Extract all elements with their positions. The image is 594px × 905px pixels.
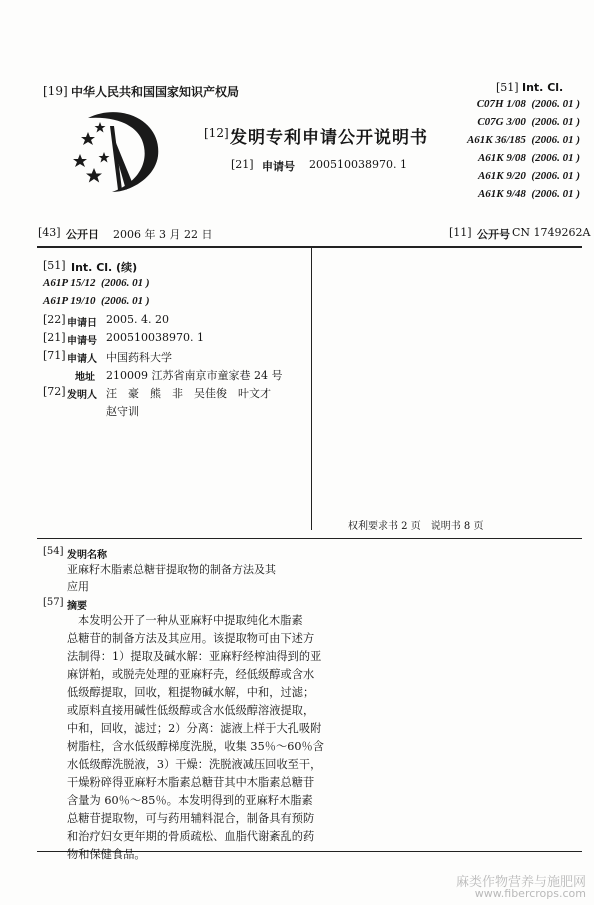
office-name: 中华人民共和国国家知识产权局 [71,85,240,99]
int-cl-item: A61K 9/20 (2006. 01 ) [477,170,580,182]
int-cl-item: A61K 9/08 (2006. 01 ) [477,152,580,164]
abstract-line: 水低级醇洗脱液，3）干燥：洗脱液减压回收至干， [67,758,322,771]
abstract-line: 麻饼粕，或脱壳处理的亚麻籽壳，经低级醇或含水 [67,668,315,681]
office-code: [19] [43,84,68,98]
top-divider [37,246,582,248]
applicant-value: 中国药科大学 [106,351,172,364]
sipo-emblem-icon [70,108,165,200]
abstract-line: 总糖苷提取物，可与药用辅料混合，制备具有预防 [67,812,315,825]
app-no-code: [21] [231,158,254,171]
doc-type-code: [12] [204,126,229,140]
column-divider [311,248,312,530]
pub-date-code: [43] [38,226,61,239]
int-cl-item: A61K 36/185 (2006. 01 ) [466,134,580,146]
inventor-label: 发明人 [67,390,97,401]
doc-type-title: 发明专利申请公开说明书 [230,128,428,148]
appno-label: 申请号 [67,336,97,347]
inventor-code: [72] [43,385,66,398]
int-cl-label: Int. Cl. [522,81,564,94]
filing-date-label: 申请日 [67,318,97,329]
title-line-2: 应用 [67,580,89,593]
abstract-line: 或原料直接用碱性低级醇或含水低级醇溶液提取， [67,704,315,717]
inventors-line-1: 汪 豪 熊 非 吴佳俊 叶文才 [106,387,271,400]
abstract-line: 本发明公开了一种从亚麻籽中提取纯化木脂素 [78,614,303,627]
int-cl-code: [51] [496,81,519,94]
watermark-url: www.fibercrops.com [474,887,586,900]
applicant-code: [71] [43,349,66,362]
title-line-1: 亚麻籽木脂素总糖苷提取物的制备方法及其 [67,563,276,576]
address-label: 地址 [75,372,95,383]
abstract-label: 摘要 [67,601,87,612]
app-no-label: 申请号 [262,160,295,173]
abstract-code: [57] [43,597,64,608]
filing-date-value: 2005. 4. 20 [106,313,169,326]
abstract-line: 物和保健食品。 [67,848,146,861]
int-cl-item: C07H 1/08 (2006. 01 ) [476,98,580,110]
int-cl-item: C07G 3/00 (2006. 01 ) [477,116,580,128]
int-cl-cont-item: A61P 15/12 (2006. 01 ) [43,277,150,289]
app-no-value: 200510038970. 1 [309,158,407,171]
watermark-title: 麻类作物营养与施肥网 [455,875,586,890]
int-cl-cont-code: [51] [43,259,66,272]
abstract-line: 总糖苷的制备方法及其应用。该提取物可由下述方 [67,632,315,645]
pub-no-value: CN 1749262A [512,226,591,239]
filing-date-code: [22] [43,313,66,326]
pub-no-label: 公开号 [477,228,510,241]
pub-date-value: 2006 年 3 月 22 日 [113,228,213,241]
inventors-line-2: 赵守训 [106,405,139,418]
pages-note: 权利要求书 2 页 说明书 8 页 [348,521,484,532]
address-value: 210009 江苏省南京市童家巷 24 号 [106,369,283,382]
pub-date-label: 公开日 [66,228,99,241]
pub-no-code: [11] [449,226,472,239]
abstract-line: 低级醇提取，回收，粗提物碱水解，中和，过滤； [67,686,315,699]
abstract-line: 树脂柱，含水低级醇梯度洗脱，收集 35％～60％含 [67,740,325,753]
title-code: [54] [43,546,64,557]
applicant-label: 申请人 [67,354,97,365]
abstract-line: 中和，回收，滤过；2）分离：滤液上样于大孔吸附 [67,722,322,735]
abstract-line: 干燥粉碎得亚麻籽木脂素总糖苷其中木脂素总糖苷 [67,776,315,789]
int-cl-cont-label: Int. Cl. (续) [71,261,138,274]
appno-value: 200510038970. 1 [106,331,204,344]
appno-code: [21] [43,331,66,344]
abstract-line: 含量为 60％～85％。本发明得到的亚麻籽木脂素 [67,794,313,807]
int-cl-cont-item: A61P 19/10 (2006. 01 ) [43,295,150,307]
int-cl-item: A61K 9/48 (2006. 01 ) [477,188,580,200]
title-label: 发明名称 [67,550,107,561]
mid-divider [37,538,582,539]
abstract-line: 法制得：1）提取及碱水解：亚麻籽经榨油得到的亚 [67,650,322,663]
abstract-line: 和治疗妇女更年期的骨质疏松、血脂代谢紊乱的药 [67,830,315,843]
